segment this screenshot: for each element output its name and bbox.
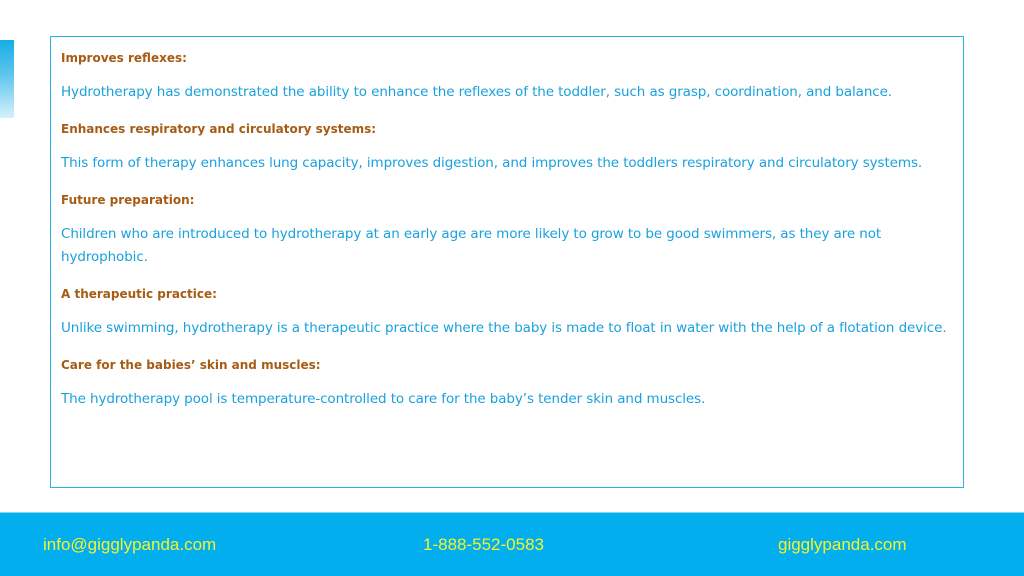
section-future-preparation bbox=[61, 191, 953, 269]
section-heading: A therapeutic practice: bbox=[61, 287, 217, 301]
section-heading: Enhances respiratory and circulatory systems: bbox=[61, 122, 377, 136]
section-heading: Care for the babies’ skin and muscles: bbox=[61, 358, 321, 372]
footer-email-link[interactable]: info@gigglypanda.com bbox=[43, 535, 217, 554]
section-heading: Future preparation: bbox=[61, 193, 195, 207]
content-panel bbox=[50, 36, 964, 488]
section-respiratory bbox=[61, 120, 953, 175]
footer-website-link[interactable]: gigglypanda.com bbox=[778, 535, 907, 554]
section-text: Children who are introduced to hydrotherapy at an early age are more likely to grow to be good swimmers, as they are not hydrophobic. bbox=[61, 226, 882, 265]
section-text: This form of therapy enhances lung capacity, improves digestion, and improves the toddlers respiratory and circulatory systems. bbox=[61, 155, 923, 171]
section-text: Unlike swimming, hydrotherapy is a therapeutic practice where the baby is made to float in water with the help of a flotation device. bbox=[61, 320, 947, 336]
section-therapeutic-practice bbox=[61, 285, 953, 340]
side-accent-bar bbox=[0, 40, 14, 118]
section-text: The hydrotherapy pool is temperature-controlled to care for the baby’s tender skin and muscles. bbox=[61, 391, 706, 407]
footer-bar bbox=[0, 512, 1024, 576]
section-text: Hydrotherapy has demonstrated the ability to enhance the reflexes of the toddler, such as grasp, coordination, and balance. bbox=[61, 84, 893, 100]
section-skin-muscles bbox=[61, 356, 953, 411]
footer-phone-link[interactable]: 1-888-552-0583 bbox=[423, 535, 544, 554]
section-heading: Improves reflexes: bbox=[61, 51, 187, 65]
section-reflexes bbox=[61, 49, 953, 104]
